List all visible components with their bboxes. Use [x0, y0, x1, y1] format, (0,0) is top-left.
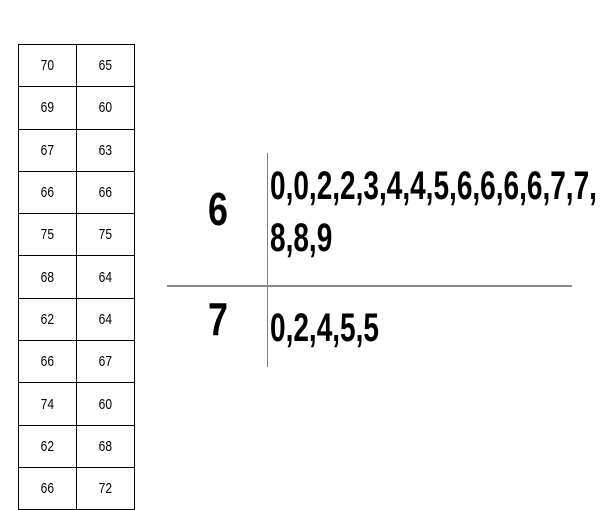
table-cell — [19, 467, 77, 509]
table-row — [19, 298, 135, 340]
table-cell — [77, 298, 135, 340]
stem-leaf-horizontal-divider — [167, 285, 572, 287]
table-cell-value: 67 — [40, 141, 55, 159]
table-cell — [77, 214, 135, 256]
table-cell-value: 72 — [98, 480, 113, 498]
stem-6: 6 — [208, 183, 228, 235]
leaves-6-line2: 8,8,9 — [270, 216, 333, 260]
table-row — [19, 341, 135, 383]
table-cell — [77, 171, 135, 213]
table-cell — [19, 87, 77, 129]
table-cell-value: 62 — [40, 437, 55, 455]
table-cell-value: 62 — [40, 310, 55, 328]
table-cell-value: 60 — [98, 395, 113, 413]
table-row — [19, 45, 135, 87]
table-cell-value: 68 — [98, 437, 113, 455]
table-cell-value: 69 — [40, 99, 55, 117]
table-row — [19, 171, 135, 213]
table-cell-value: 66 — [98, 184, 113, 202]
table-cell — [19, 425, 77, 467]
data-table-body — [19, 45, 135, 510]
table-row — [19, 87, 135, 129]
table-cell-value: 68 — [40, 268, 55, 286]
table-cell-value: 67 — [98, 353, 113, 371]
table-cell-value: 75 — [40, 226, 55, 244]
leaves-7-line1: 0,2,4,5,5 — [270, 306, 379, 350]
table-cell — [77, 383, 135, 425]
table-cell — [19, 214, 77, 256]
table-cell — [19, 256, 77, 298]
table-cell-value: 60 — [98, 99, 113, 117]
table-cell-value: 64 — [98, 268, 113, 286]
table-cell-value: 70 — [40, 57, 55, 75]
table-cell — [77, 256, 135, 298]
leaves-7 — [270, 302, 379, 354]
table-cell — [77, 87, 135, 129]
table-cell — [77, 467, 135, 509]
table-cell — [77, 341, 135, 383]
table-cell — [77, 45, 135, 87]
table-cell — [19, 341, 77, 383]
table-cell-value: 63 — [98, 141, 113, 159]
table-row — [19, 129, 135, 171]
stem-leaf-vertical-divider — [267, 153, 268, 367]
data-table — [18, 44, 135, 510]
table-cell — [19, 171, 77, 213]
table-cell — [19, 298, 77, 340]
table-cell-value: 66 — [40, 480, 55, 498]
leaves-6-line1: 0,0,2,2,3,4,4,5,6,6,6,6,7,7, — [270, 164, 597, 208]
table-cell-value: 74 — [40, 395, 55, 413]
table-cell-value: 66 — [40, 184, 55, 202]
table-row — [19, 467, 135, 509]
table-cell — [19, 45, 77, 87]
table-cell-value: 66 — [40, 353, 55, 371]
table-row — [19, 214, 135, 256]
table-row — [19, 256, 135, 298]
leaves-6 — [270, 160, 597, 264]
table-cell — [19, 383, 77, 425]
table-row — [19, 425, 135, 467]
stem-7: 7 — [208, 293, 228, 345]
table-cell — [77, 129, 135, 171]
table-cell-value: 65 — [98, 57, 113, 75]
table-cell — [19, 129, 77, 171]
table-row — [19, 383, 135, 425]
table-cell — [77, 425, 135, 467]
table-cell-value: 75 — [98, 226, 113, 244]
table-cell-value: 64 — [98, 310, 113, 328]
